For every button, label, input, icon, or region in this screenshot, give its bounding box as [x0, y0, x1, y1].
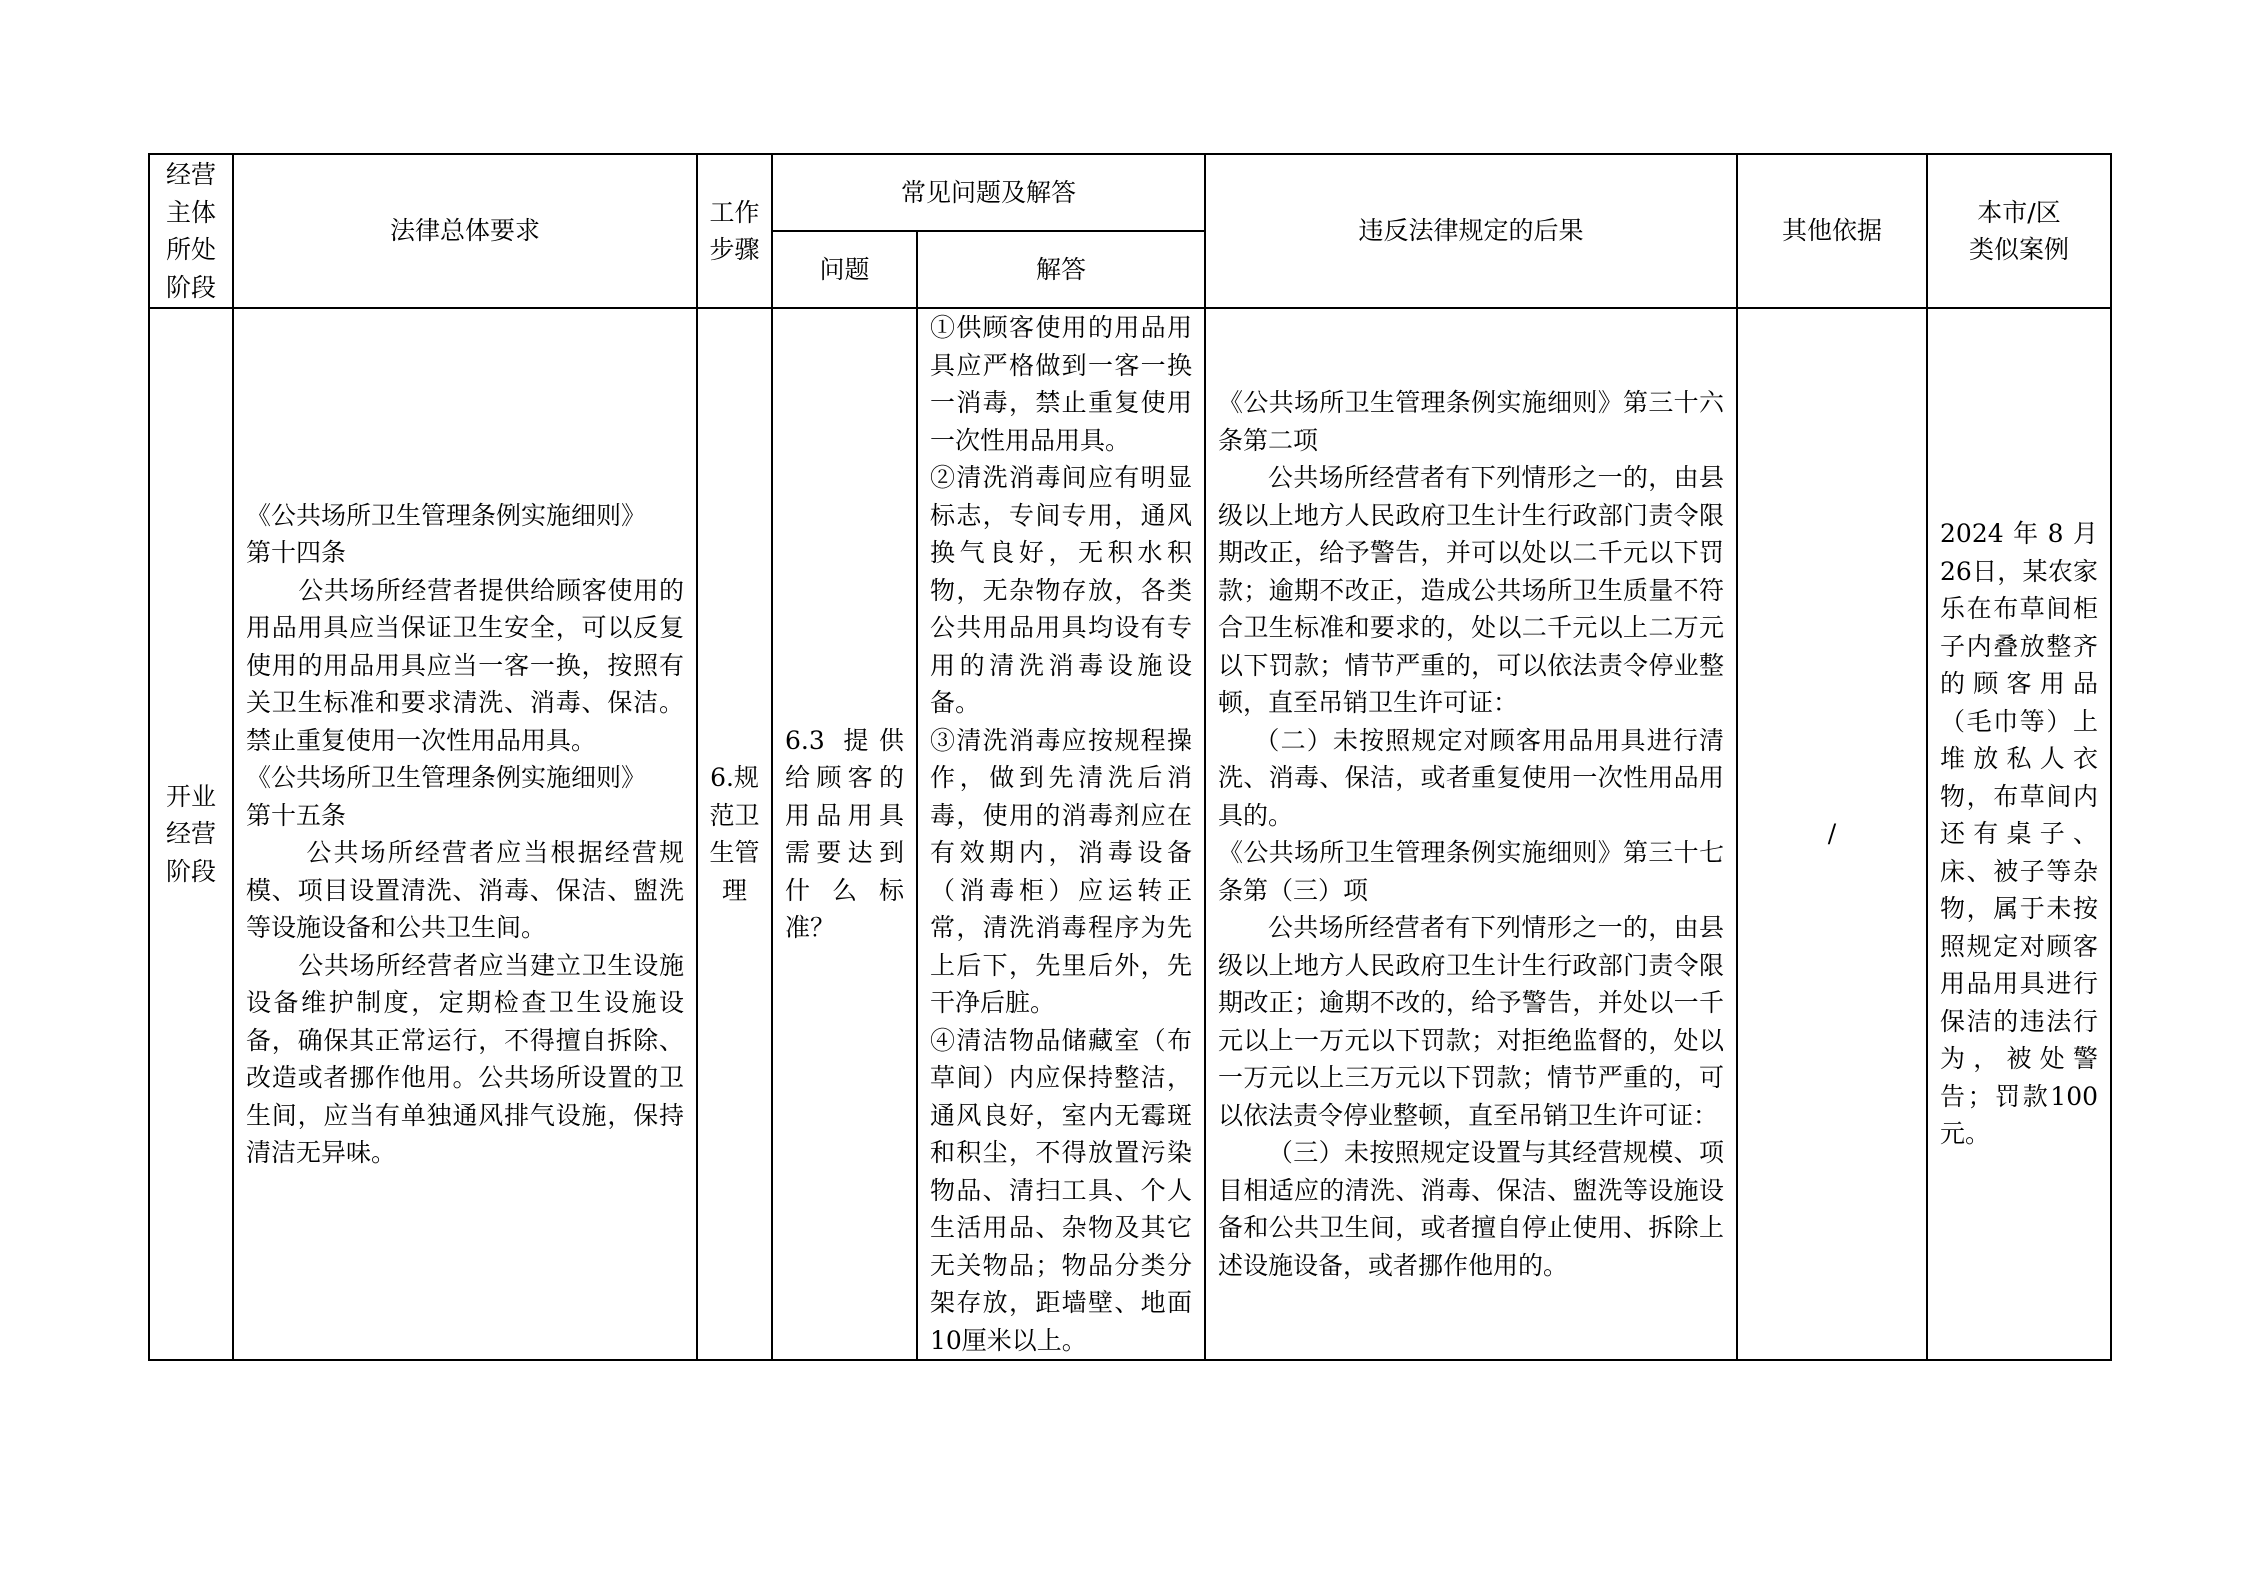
header-question: 问题 — [772, 231, 917, 308]
cell-local-cases: 2024年8月26日，某农家乐在布草间柜子内叠放整齐的顾客用品（毛巾等）上堆放私人衣物，布草间内还有桌子、床、被子等杂物，属于未按照规定对顾客用品用具进行保洁的违法行为，被处警告；罚款100元。 — [1927, 308, 2111, 1360]
header-legal-requirements: 法律总体要求 — [233, 154, 697, 308]
cell-consequences: 《公共场所卫生管理条例实施细则》第三十六条第二项 公共场所经营者有下列情形之一的，由县级以上地方人民政府卫生计生行政部门责令限期改正，给予警告，并可以处以二千元以下罚款；逾期不改正，造成公共场所卫生质量不符合卫生标准和要求的，处以二千元以上二万元以下罚款；情节严重的，可以依法责令停业整顿，直至吊销卫生许可证： （二）未按照规定对顾客用品用具进行清洗、消毒、保洁，或者重复使用一次性用品用具的。 《公共场所卫生管理条例实施细则》第三十七条第（三）项 公共场所经营者有下列情形之一的，由县级以上地方人民政府卫生计生行政部门责令限期改正；逾期不改的，给予警告，并处以一千元以上一万元以下罚款；对拒绝监督的，处以一万元以上三万元以下罚款；情节严重的，可以依法责令停业整顿，直至吊销卫生许可证： （三）未按照规定设置与其经营规模、项目相适应的清洗、消毒、保洁、盥洗等设施设备和公共卫生间，或者擅自停止使用、拆除上述设施设备，或者挪作他用的。 — [1205, 308, 1737, 1360]
header-answer: 解答 — [917, 231, 1205, 308]
regulation-table — [148, 153, 2112, 1361]
cell-legal-requirements: 《公共场所卫生管理条例实施细则》 第十四条 公共场所经营者提供给顾客使用的用品用具应当保证卫生安全，可以反复使用的用品用具应当一客一换，按照有关卫生标准和要求清洗、消毒、保洁。禁止重复使用一次性用品用具。 《公共场所卫生管理条例实施细则》 第十五条 公共场所经营者应当根据经营规模、项目设置清洗、消毒、保洁、盥洗等设施设备和公共卫生间。 公共场所经营者应当建立卫生设施设备维护制度，定期检查卫生设施设备，确保其正常运行，不得擅自拆除、改造或者挪作他用。公共场所设置的卫生间，应当有单独通风排气设施，保持清洁无异味。 — [233, 308, 697, 1360]
cell-question: 6.3 提供给顾客的用品用具需要达到什么标准？ — [772, 308, 917, 1360]
cell-work-step: 6.规范卫生管理 — [697, 308, 772, 1360]
cell-other-basis: / — [1737, 308, 1927, 1360]
header-stage: 经营主体所处阶段 — [149, 154, 233, 308]
header-faq: 常见问题及解答 — [772, 154, 1205, 231]
header-local-cases: 本市/区 类似案例 — [1927, 154, 2111, 308]
header-consequences: 违反法律规定的后果 — [1205, 154, 1737, 308]
header-work-step: 工作步骤 — [697, 154, 772, 308]
header-other-basis: 其他依据 — [1737, 154, 1927, 308]
cell-stage: 开业经营阶段 — [149, 308, 233, 1360]
cell-answer: ①供顾客使用的用品用具应严格做到一客一换一消毒，禁止重复使用一次性用品用具。 ②清洗消毒间应有明显标志，专间专用，通风换气良好，无积水积物，无杂物存放，各类公共用品用具均设有专用的清洗消毒设施设备。 ③清洗消毒应按规程操作，做到先清洗后消毒，使用的消毒剂应在有效期内，消毒设备（消毒柜）应运转正常，清洗消毒程序为先上后下，先里后外，先干净后脏。 ④清洁物品储藏室（布草间）内应保持整洁，通风良好，室内无霉斑和积尘，不得放置污染物品、清扫工具、个人生活用品、杂物及其它无关物品；物品分类分架存放，距墙壁、地面10厘米以上。 — [917, 308, 1205, 1360]
